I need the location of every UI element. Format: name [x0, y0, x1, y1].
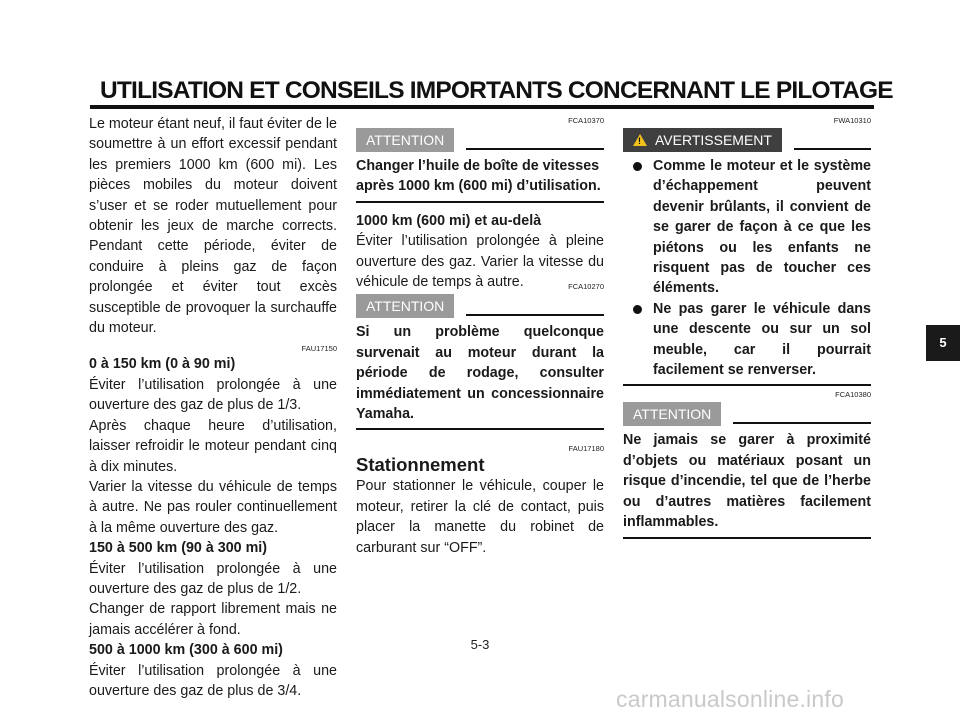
attention-tag: ATTENTION — [623, 402, 721, 426]
section-title-stationnement: Stationnement — [356, 454, 485, 476]
column-2 — [356, 110, 604, 558]
ref-code: FAU17180 — [568, 444, 604, 454]
paragraph: Changer de rapport librement mais ne jamais accélérer à fond. — [89, 601, 337, 638]
warning-tag-label: AVERTISSEMENT — [655, 132, 772, 148]
caution-bottom-rule — [623, 537, 871, 539]
section-heading: 0 à 150 km (0 à 90 mi) — [89, 356, 236, 373]
watermark: carmanualsonline.info — [616, 686, 844, 712]
bar-rule — [466, 148, 604, 150]
ref-code: FCA10380 — [835, 390, 871, 400]
attention-bar — [623, 402, 871, 426]
caution-text: Ne jamais se garer à proximité d’objets ou matériaux posant un risque d’incendie, tel que de l’herbe ou d’autres matières facilement inflammables. — [623, 432, 871, 531]
ref-code: FAU17150 — [301, 344, 337, 354]
list-item-text: Ne pas garer le véhicule dans une descente ou sur un sol meuble, car il pourrait facilement se renverser. — [653, 300, 871, 379]
column-1 — [89, 114, 337, 701]
list-item-text: Comme le moteur et le système d’échappement peuvent devenir brûlants, il convient de se garer de façon à ce que les piétons ou les enfants ne risquent pas de toucher ces éléments. — [653, 158, 871, 297]
paragraph: Éviter l’utilisation prolongée à une ouverture des gaz de plus de 1/2. — [89, 560, 337, 597]
list-item — [623, 156, 871, 299]
column-3 — [623, 110, 871, 547]
warning-bottom-rule — [623, 384, 871, 386]
bullet-icon — [633, 162, 642, 171]
list-item — [623, 299, 871, 381]
page-number: 5-3 — [470, 637, 490, 652]
caution-text: Si un problème quelconque survenait au moteur durant la période de rodage, consulter immédiatement un concessionnaire Yamaha. — [356, 324, 604, 423]
ref-code: FWA10310 — [833, 116, 871, 125]
section-heading: 150 à 500 km (90 à 300 mi) — [89, 540, 268, 557]
paragraph: Éviter l’utilisation prolongée à une ouverture des gaz de plus de 3/4. — [89, 662, 337, 699]
intro-paragraph: Le moteur étant neuf, il faut éviter de le soumettre à un effort excessif pendant les premiers 1000 km (600 mi). Les pièces mobiles du moteur doivent s’user et se roder mutuellement pour obtenir les jeux de marche corrects. Pendant cette période, éviter de conduire à pleins gaz de façon prolongée et éviter tout excès susceptible de provoquer la surchauffe du moteur. — [89, 116, 337, 337]
chapter-tab: 5 — [926, 325, 960, 361]
caution-bottom-rule — [356, 428, 604, 430]
section-heading: 500 à 1000 km (300 à 600 mi) — [89, 642, 283, 659]
caution-text: Changer l’huile de boîte de vitesses après 1000 km (600 mi) d’utilisation. — [356, 158, 601, 195]
bar-rule — [733, 422, 871, 424]
warning-triangle-icon: ! — [633, 134, 647, 146]
paragraph: Pour stationner le véhicule, couper le moteur, retirer la clé de contact, puis placer la manette du robinet de carburant sur “OFF”. — [356, 478, 604, 556]
ref-code: FCA10270 — [568, 282, 604, 292]
attention-tag: ATTENTION — [356, 128, 454, 152]
page-title: UTILISATION ET CONSEILS IMPORTANTS CONCERNANT LE PILOTAGE — [100, 77, 893, 104]
paragraph: Éviter l’utilisation prolongée à une ouverture des gaz de plus de 1/3. — [89, 376, 337, 414]
paragraph: Éviter l’utilisation prolongée à pleine ouverture des gaz. Varier la vitesse du véhicule de temps à autre. — [356, 233, 604, 291]
paragraph: Varier la vitesse du véhicule de temps à autre. Ne pas rouler continuellement à la même ouverture des gaz. — [89, 478, 337, 536]
attention-bar — [356, 294, 604, 318]
attention-tag: ATTENTION — [356, 294, 454, 318]
warning-list — [623, 156, 871, 380]
title-rule — [90, 105, 874, 109]
warning-bar — [623, 128, 871, 152]
warning-tag — [623, 128, 782, 152]
section-heading: 1000 km (600 mi) et au-delà — [356, 212, 542, 229]
attention-bar — [356, 128, 604, 152]
paragraph: Après chaque heure d’utilisation, laisser refroidir le moteur pendant cinq à dix minutes. — [89, 417, 337, 475]
bar-rule — [466, 314, 604, 316]
caution-bottom-rule — [356, 201, 604, 203]
bullet-icon — [633, 305, 642, 314]
bar-rule — [794, 148, 871, 150]
ref-code: FCA10370 — [568, 116, 604, 125]
